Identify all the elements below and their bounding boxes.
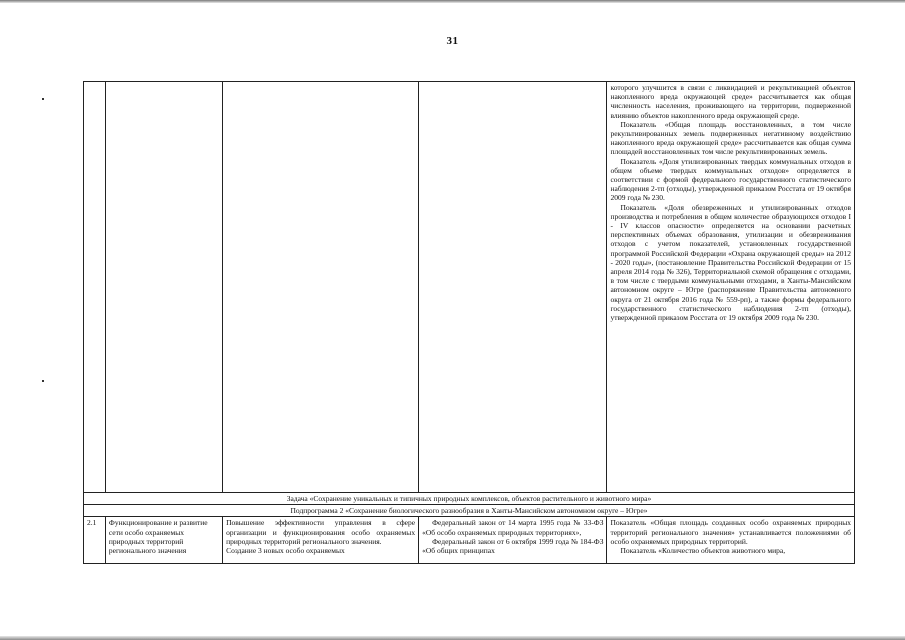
table-cell-name	[105, 82, 222, 493]
indicator-paragraph: Показатель «Количество объектов животного мира,	[620, 546, 786, 556]
content-paragraph: Создание 3 новых особо охраняемых	[226, 546, 345, 556]
law-paragraph: Федеральный закон от 14 марта 1995 года № 33-ФЗ «Об особо охраняемых природных территориях»,	[422, 518, 604, 537]
row-content	[223, 517, 419, 564]
scan-bottom-edge	[0, 636, 905, 640]
indicator-paragraph: Показатель «Доля обезвреженных и утилизированных отходов производства и потребления в общем количестве образующихся отходов I - IV классов опасности» определяется на основании расчетных перспективных объемах образования, утилизации и обезвреживания отходов с учетом показателей, установленных государственной программой Российской Федерации «Охрана окружающей среды» на 2012 - 2020 годы», (постановление Правительства Российской Федерации от 15 апреля 2014 года № 326), Территориальной схемой обращения с отходами, в том числе с твердыми коммунальными отходами, в Ханты-Мансийском автономном округе – Югре (распоряжение Правительства автономного округа от 21 октября 2016 года № 559-рп), а также формы федерального государственного статистического наблюдения 2-тп (отходы), утвержденной приказом Росстата от 19 октября 2009 года № 230.	[610, 202, 851, 323]
indicator-paragraph: Показатель «Общая площадь созданных особо охраняемых природных территорий регионального значения» устанавливается положениями об особо охраняемых природных территорий.	[610, 518, 851, 546]
program-table	[83, 81, 855, 564]
indicator-paragraph: Показатель «Общая площадь восстановленных, в том числе рекультивированных земель подверженных негативному воздействию накопленного вреда окружающей среде» рассчитывается как общая сумма площадей восстановленных том числе рекультивированных земель.	[610, 119, 851, 157]
table-cell-content	[223, 82, 419, 493]
indicator-paragraph: которого улучшится в связи с ликвидацией и рекультивацией объектов накопленного вреда окружающей среде» рассчитывается как общая численность населения, проживающего на территории, подверженной влиянию объектов накопленного вреда окружающей среде.	[610, 83, 851, 120]
scan-top-edge	[0, 0, 905, 3]
table-cell-indicators	[607, 82, 855, 493]
row-number: 2.1	[84, 517, 106, 564]
row-name: Функционирование и развитие сети особо охраняемых природных территорий регионального значения	[105, 517, 222, 564]
task-heading: Задача «Сохранение уникальных и типичных природных комплексов, объектов растительного и животного мира»	[84, 493, 855, 505]
table-cell-laws	[419, 82, 607, 493]
row-laws	[419, 517, 607, 564]
subprogram-heading: Подпрограмма 2 «Сохранение биологического разнообразия в Ханты-Мансийском автономном округе – Югре»	[84, 505, 855, 517]
indicator-paragraph: Показатель «Доля утилизированных твердых коммунальных отходов в общем объеме твердых коммунальных отходов» определяется в соответствии с формой федерального государственного статистического наблюдения 2-тп (отходы), утвержденной приказом Росстата от 19 октября 2009 года № 230.	[610, 156, 851, 203]
scan-speck	[42, 380, 44, 382]
task-row	[84, 493, 855, 505]
scan-speck	[42, 98, 44, 100]
page-number: 31	[446, 35, 459, 47]
subprogram-row	[84, 505, 855, 517]
law-paragraph: Федеральный закон от 6 октября 1999 года № 184-ФЗ «Об общих принципах	[422, 536, 604, 556]
content-paragraph: Повышение эффективности управления в сфере организации и функционирования особо охраняемых природных территорий регионального значения.	[226, 518, 416, 546]
row-indicators	[607, 517, 855, 564]
table-row	[84, 517, 855, 564]
table-cell-number	[84, 82, 106, 493]
table-row	[84, 82, 855, 493]
